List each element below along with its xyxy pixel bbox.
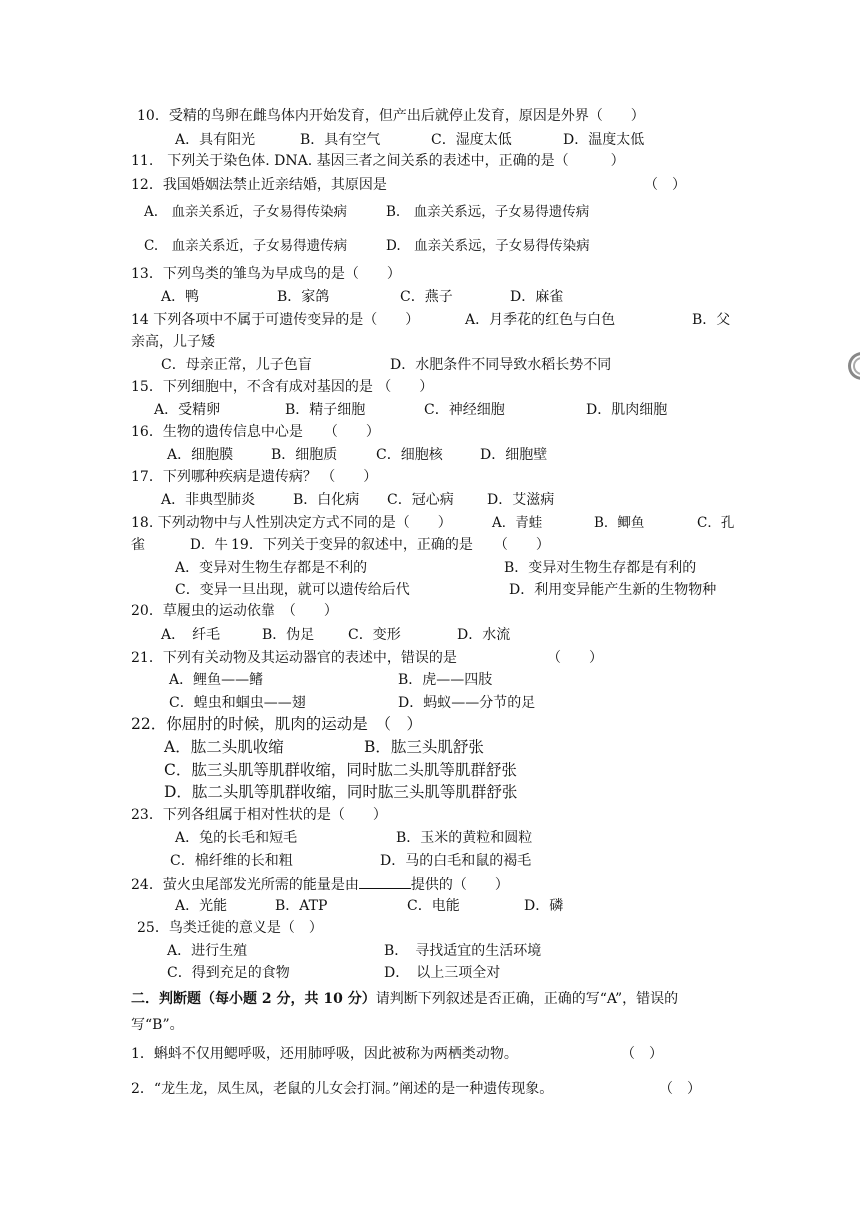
q15-option-a: A．受精卵 — [154, 402, 221, 418]
q10-option-b: B．具有空气 — [300, 132, 381, 148]
q17-option-b: B．白化病 — [293, 492, 360, 508]
q18-option-b: B．鲫鱼 — [594, 515, 645, 531]
q20-option-b: B．伪足 — [262, 627, 315, 643]
q22-option-b: B．肱三头肌舒张 — [364, 738, 484, 756]
q21-option-d: D．蚂蚁——分节的足 — [398, 695, 536, 711]
q10-option-c: C．湿度太低 — [431, 132, 512, 148]
q14-option-c: C．母亲正常，儿子色盲 — [161, 357, 312, 373]
q23-option-b: B．玉米的黄粒和圆粒 — [396, 830, 533, 846]
q21-option-c: C．蝗虫和蝈虫——翅 — [169, 695, 306, 711]
q12-option-d: D. 血亲关系远，子女易得传染病 — [386, 238, 590, 254]
q21-option-a: A．鲤鱼——鳍 — [169, 672, 264, 688]
q25-option-d: D． 以上三项全对 — [384, 965, 501, 981]
question-13-stem: 13．下列鸟类的雏鸟为早成鸟的是（ ） — [131, 266, 401, 282]
q14-option-b-start: B．父 — [692, 312, 731, 328]
q15-option-d: D．肌肉细胞 — [586, 402, 668, 418]
question-20-stem: 20．草履虫的运动依靠 （ ） — [131, 603, 338, 619]
section-2-title: 二．判断题（每小题 2 分，共 10 分） — [131, 991, 376, 1007]
q10-option-a: A．具有阳光 — [175, 132, 256, 148]
q24-fill-blank — [359, 874, 411, 889]
q12-answer-paren: （ ） — [644, 177, 686, 193]
question-14-stem: 14 下列各项中不属于可遗传变异的是（ ） — [131, 312, 420, 328]
q22-option-c: C．肱三头肌等肌群收缩，同时肱二头肌等肌群舒张 — [164, 761, 517, 779]
q13-option-c: C．燕子 — [400, 289, 453, 305]
question-25-stem: 25．鸟类迁徙的意义是（ ） — [137, 920, 323, 936]
q15-option-c: C．神经细胞 — [424, 402, 505, 418]
q24-option-c: C．电能 — [407, 898, 460, 914]
q16-option-d: D．细胞壁 — [480, 447, 548, 463]
q18-option-d: D．牛 — [190, 537, 228, 553]
question-12-stem: 12．我国婚姻法禁止近亲结婚，其原因是 — [131, 177, 387, 193]
q19-option-d: D．利用变异能产生新的生物物种 — [509, 582, 717, 598]
question-15-stem: 15．下列细胞中，不含有成对基因的是 （ ） — [131, 379, 434, 395]
q19-option-c: C．变异一旦出现，就可以遗传给后代 — [175, 582, 410, 598]
q16-option-a: A．细胞膜 — [167, 447, 234, 463]
question-22-stem: 22．你屈肘的时候，肌肉的运动是 （ ） — [131, 715, 422, 733]
q25-option-b: B． 寻找适宜的生活环境 — [384, 943, 542, 959]
q22-option-a: A．肱二头肌收缩 — [164, 738, 284, 756]
question-19-stem: 19．下列关于变异的叙述中，正确的是 （ ） — [231, 537, 550, 553]
q16-option-c: C．细胞核 — [376, 447, 443, 463]
q24-stem-end: 提供的（ ） — [410, 877, 509, 893]
question-16-stem: 16．生物的遗传信息中心是 （ ） — [131, 424, 380, 440]
q14-option-d: D．水肥条件不同导致水稻长势不同 — [390, 357, 612, 373]
judgment-2: 2．“龙生龙，凤生凤，老鼠的儿女会打洞。”阐述的是一种遗传现象。 — [131, 1081, 554, 1097]
judgment-2-paren: （ ） — [659, 1081, 701, 1097]
q14-option-a: A．月季花的红色与白色 — [465, 312, 616, 328]
q12-option-c: C. 血亲关系近，子女易得遗传病 — [144, 238, 348, 254]
q12-option-b: B. 血亲关系远，子女易得遗传病 — [386, 204, 590, 220]
q16-option-b: B．细胞质 — [271, 447, 338, 463]
q15-option-b: B．精子细胞 — [285, 402, 366, 418]
q17-option-d: D．艾滋病 — [487, 492, 555, 508]
q21-option-b: B．虎——四肢 — [398, 672, 493, 688]
q17-option-a: A．非典型肺炎 — [161, 492, 256, 508]
question-21-stem: 21．下列有关动物及其运动器官的表述中，错误的是 — [131, 650, 457, 666]
question-24-stem — [131, 874, 509, 894]
q22-option-d: D．肱二头肌等肌群收缩，同时肱三头肌等肌群舒张 — [164, 783, 518, 801]
q13-option-d: D．麻雀 — [510, 289, 564, 305]
q23-option-c: C．棉纤维的长和粗 — [170, 853, 293, 869]
q24-option-b: B．ATP — [275, 898, 328, 914]
q24-option-d: D．磷 — [524, 898, 564, 914]
q18-option-a: A．青蛙 — [492, 515, 543, 531]
q18-option-c-end: 雀 — [131, 537, 145, 553]
section-2-instructions: 请判断下列叙述是否正确，正确的写“A”，错误的 — [375, 991, 679, 1007]
question-23-stem: 23．下列各组属于相对性状的是（ ） — [131, 807, 387, 823]
q25-option-c: C．得到充足的食物 — [167, 965, 290, 981]
q10-option-d: D．温度太低 — [563, 132, 645, 148]
q23-option-d: D．马的白毛和鼠的褐毛 — [380, 853, 532, 869]
q24-stem-start: 24．萤火虫尾部发光所需的能量是由 — [131, 877, 359, 893]
q18-option-c-start: C．孔 — [697, 515, 735, 531]
q17-option-c: C．冠心病 — [387, 492, 454, 508]
section-2-instructions-cont: 写“B”。 — [131, 1017, 184, 1033]
q25-option-a: A．进行生殖 — [167, 943, 248, 959]
judgment-1-paren: （ ） — [621, 1046, 663, 1062]
question-18-stem: 18. 下列动物中与人性别决定方式不同的是（ ） — [131, 515, 452, 531]
question-17-stem: 17．下列哪种疾病是遗传病？ （ ） — [131, 469, 378, 485]
q20-option-d: D．水流 — [457, 627, 511, 643]
question-10-stem: 10．受精的鸟卵在雌鸟体内开始发育，但产出后就停止发育，原因是外界（ ） — [137, 108, 645, 124]
q13-option-a: A．鸭 — [161, 289, 200, 305]
q14-option-b-end: 亲高，儿子矮 — [131, 334, 215, 350]
q20-option-c: C．变形 — [348, 627, 401, 643]
q23-option-a: A．兔的长毛和短毛 — [175, 830, 298, 846]
question-11-stem: 11. 下列关于染色体. DNA. 基因三者之间关系的表述中，正确的是（ ） — [131, 153, 625, 169]
q12-option-a: A. 血亲关系近，子女易得传染病 — [144, 204, 348, 220]
q20-option-a: A． 纤毛 — [161, 627, 221, 643]
judgment-1: 1．蝌蚪不仅用鳃呼吸，还用肺呼吸，因此被称为两栖类动物。 — [131, 1046, 518, 1062]
q21-answer-paren: （ ） — [547, 650, 603, 666]
q19-option-b: B．变异对生物生存都是有利的 — [504, 560, 697, 576]
q24-option-a: A．光能 — [175, 898, 228, 914]
section-2-heading — [131, 990, 678, 1008]
q13-option-b: B．家鸽 — [277, 289, 330, 305]
q19-option-a: A．变异对生物生存都是不利的 — [175, 560, 368, 576]
